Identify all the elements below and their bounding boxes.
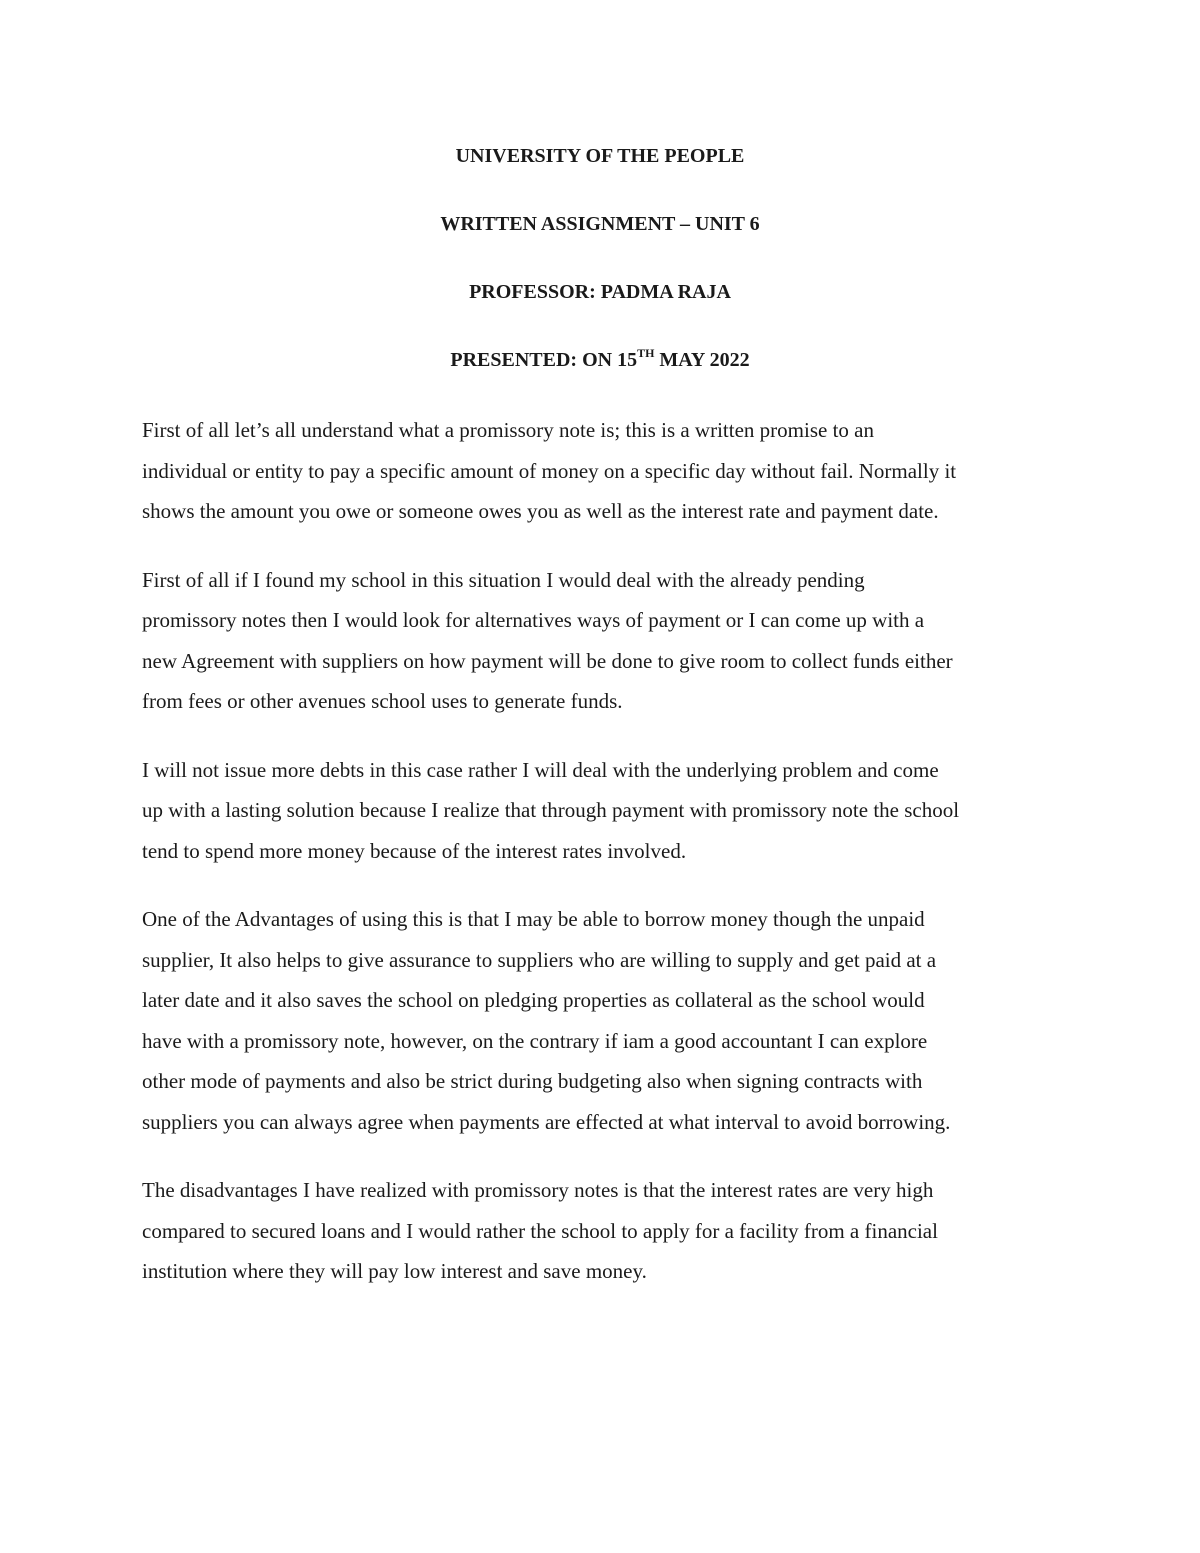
title-block <box>0 139 1200 411</box>
professor-heading: PROFESSOR: PADMA RAJA <box>469 281 731 303</box>
presented-superscript: TH <box>637 346 655 360</box>
body-text <box>142 410 1062 1320</box>
paragraph-approach: First of all if I found my school in this situation I would deal with the already pending promissory notes then I would look for alternatives ways of payment or I can come up with a new Agreement with suppliers on how payment will be done to give room to collect funds either from fees or other avenues school uses to generate funds. <box>142 567 953 713</box>
paragraph-definition: First of all let’s all understand what a promissory note is; this is a written promise to an individual or entity to pay a specific amount of money on a specific day without fail. Normally it shows the amount you owe or someone owes you as well as the interest rate and payment date. <box>142 418 957 523</box>
institution-heading: UNIVERSITY OF THE PEOPLE <box>455 145 745 167</box>
presented-heading <box>0 343 1200 377</box>
presented-prefix: PRESENTED: ON 15 <box>450 349 638 371</box>
assignment-heading: WRITTEN ASSIGNMENT – UNIT 6 <box>440 213 760 235</box>
paragraph-advantages: One of the Advantages of using this is that I may be able to borrow money though the unpaid supplier, It also helps to give assurance to suppliers who are willing to supply and get paid at a later date and it also saves the school on pledging properties as collateral as the school would have with a promissory note, however, on the contrary if iam a good accountant I can explore other mode of payments and also be strict during budgeting also when signing contracts with suppliers you can always agree when payments are effected at what interval to avoid borrowing. <box>142 907 951 1134</box>
paragraph-debts: I will not issue more debts in this case rather I will deal with the underlying problem and come up with a lasting solution because I realize that through payment with promissory note the school tend to spend more money because of the interest rates involved. <box>142 757 960 863</box>
paragraph-disadvantages: The disadvantages I have realized with promissory notes is that the interest rates are very high compared to secured loans and I would rather the school to apply for a facility from a financial institution where they will pay low interest and save money. <box>142 1178 938 1283</box>
presented-suffix: MAY 2022 <box>654 349 750 371</box>
